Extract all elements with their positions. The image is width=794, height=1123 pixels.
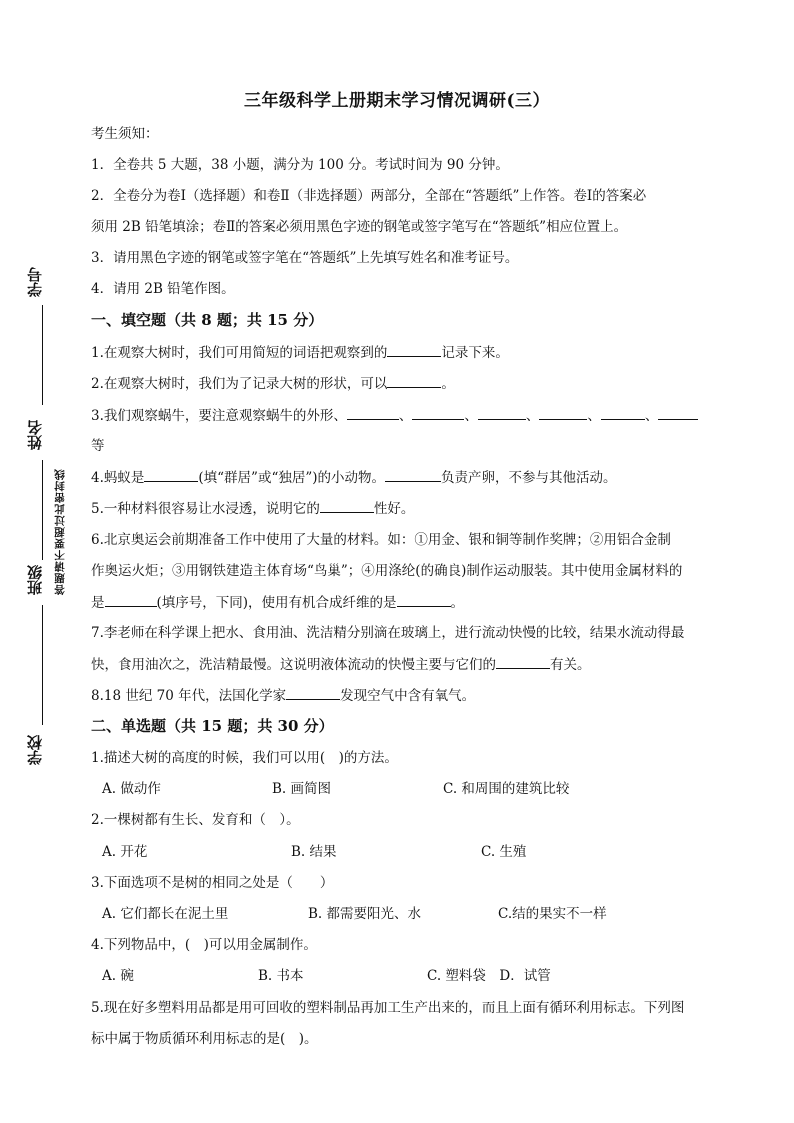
question-text: 快，食用油次之，洗洁精最慢。这说明液体流动的快慢主要与它们的: [91, 657, 496, 673]
separator: 、: [525, 408, 540, 424]
question-text: 5.一种材料很容易让水浸透，说明它的: [91, 501, 320, 517]
notice-heading: 考生须知：: [91, 126, 159, 142]
question-fill-6-line1: 6.北京奥运会前期准备工作中使用了大量的材料。如：①用金、银和铜等制作奖牌；②用铝合金制: [91, 532, 671, 548]
answer-blank[interactable]: [387, 342, 441, 357]
question-choice-4: 4.下列物品中，( )可以用金属制作。: [91, 937, 317, 953]
answer-blank[interactable]: [144, 467, 198, 482]
question-fill-8: [91, 685, 706, 706]
notice-item: 1．全卷共 5 大题，38 小题，满分为 100 分。考试时间为 90 分钟。: [91, 157, 509, 173]
question-text: 2.在观察大树时，我们为了记录大树的形状，可以: [91, 376, 388, 392]
binding-label-school: 学校: [26, 735, 44, 765]
notice-item: 须用 2B 铅笔填涂；卷Ⅱ的答案必须用黑色字迹的钢笔或签字笔写在“答题纸”相应位置上。: [91, 219, 628, 235]
question-fill-1: [91, 342, 706, 363]
notice-item: 3．请用黑色字迹的钢笔或签字笔在“答题纸”上先填写姓名和准考证号。: [91, 250, 519, 266]
choice-option-a[interactable]: A. 做动作: [102, 781, 161, 797]
question-fill-5: [91, 498, 706, 519]
answer-blank[interactable]: [105, 592, 157, 607]
seal-line-note: 答题请不要超过此密封线: [54, 468, 66, 595]
question-text: 1.在观察大树时，我们可用简短的词语把观察到的: [91, 345, 388, 361]
question-text: 发现空气中含有氧气。: [340, 688, 476, 704]
question-fill-2: [91, 373, 706, 394]
separator: 、: [587, 408, 601, 424]
question-text: (填“群居”或“独居”)的小动物。: [198, 470, 386, 486]
answer-blank[interactable]: [385, 467, 441, 482]
answer-blank[interactable]: [496, 654, 550, 669]
question-text: 4.蚂蚁是: [91, 470, 145, 486]
question-text: 。: [441, 376, 455, 392]
question-choice-3: 3.下面选项不是树的相同之处是（ ）: [91, 875, 334, 891]
answer-blank[interactable]: [478, 405, 526, 420]
notice-item: 4．请用 2B 铅笔作图。: [91, 281, 235, 297]
answer-blank[interactable]: [347, 405, 399, 420]
choice-option-c[interactable]: C. 和周围的建筑比较: [443, 781, 570, 797]
answer-blank[interactable]: [320, 498, 374, 513]
question-fill-4: [91, 467, 706, 488]
question-choice-5-line2: 标中属于物质循环利用标志的是( )。: [91, 1031, 318, 1047]
answer-blank[interactable]: [412, 405, 464, 420]
choice-option-c-d[interactable]: C. 塑料袋 D．试管: [427, 968, 551, 984]
binding-line: [42, 605, 43, 725]
section-heading-fill-in: 一、填空题（共 8 题；共 15 分）: [91, 311, 324, 329]
answer-blank[interactable]: [539, 405, 587, 420]
question-text: 记录下来。: [441, 345, 509, 361]
question-fill-6-line3: [91, 592, 706, 613]
binding-line: [42, 305, 43, 405]
answer-blank[interactable]: [658, 405, 698, 420]
answer-blank[interactable]: [601, 405, 645, 420]
question-choice-2: 2.一棵树都有生长、发育和（ ）。: [91, 812, 300, 828]
answer-blank[interactable]: [387, 373, 441, 388]
separator: 、: [644, 408, 659, 424]
question-fill-3: [91, 405, 706, 426]
binding-label-name: 姓名: [26, 420, 44, 450]
choice-option-a[interactable]: A. 它们都长在泥土里: [102, 906, 229, 922]
question-choice-5-line1: 5.现在好多塑料用品都是用可回收的塑料制品再加工生产出来的，而且上面有循环利用标志。下列图: [91, 1000, 685, 1016]
question-text: (填序号，下同)，使用有机合成纤维的是: [156, 595, 397, 611]
separator: 、: [398, 408, 413, 424]
question-text: 3.我们观察蜗牛，要注意观察蜗牛的外形、: [91, 408, 347, 424]
question-text: 。: [450, 595, 465, 611]
choice-option-c[interactable]: C. 生殖: [481, 844, 527, 860]
question-fill-6-line2: 作奥运火炬；③用钢铁建造主体育场“鸟巢”；④用涤纶(的确良)制作运动服装。其中使用金属材料的: [91, 563, 683, 579]
choice-option-b[interactable]: B. 画简图: [272, 781, 332, 797]
question-choice-1: 1.描述大树的高度的时候，我们可以用( )的方法。: [91, 750, 398, 766]
choice-option-c[interactable]: C.结的果实不一样: [498, 906, 607, 922]
choice-option-a[interactable]: A. 碗: [102, 968, 134, 984]
exam-title: 三年级科学上册期末学习情况调研(三）: [243, 91, 551, 111]
choice-option-b[interactable]: B. 都需要阳光、水: [308, 906, 422, 922]
question-text: 有关。: [550, 657, 591, 673]
choice-option-b[interactable]: B. 结果: [291, 844, 337, 860]
question-text: 性好。: [373, 501, 415, 517]
choice-option-b[interactable]: B. 书本: [258, 968, 304, 984]
question-fill-3-end: 等: [91, 438, 105, 454]
question-text: 是: [91, 595, 105, 611]
question-text: 8.18 世纪 70 年代，法国化学家: [91, 688, 287, 704]
binding-line: [42, 460, 43, 560]
separator: 、: [464, 408, 478, 424]
notice-item: 2．全卷分为卷Ⅰ（选择题）和卷Ⅱ（非选择题）两部分，全部在“答题纸”上作答。卷Ⅰ的答案必: [91, 188, 647, 204]
binding-label-class: 班级: [26, 565, 44, 595]
binding-label-student-id: 学号: [26, 267, 44, 297]
question-fill-7-line1: 7.李老师在科学课上把水、食用油、洗洁精分别滴在玻璃上，进行流动快慢的比较，结果水流动得最: [91, 625, 685, 641]
answer-blank[interactable]: [286, 685, 340, 700]
question-text: 负责产卵，不参与其他活动。: [441, 470, 617, 486]
answer-blank[interactable]: [397, 592, 451, 607]
question-fill-7-line2: [91, 654, 706, 675]
section-heading-single-choice: 二、单选题（共 15 题；共 30 分）: [91, 717, 334, 735]
choice-option-a[interactable]: A. 开花: [102, 844, 148, 860]
